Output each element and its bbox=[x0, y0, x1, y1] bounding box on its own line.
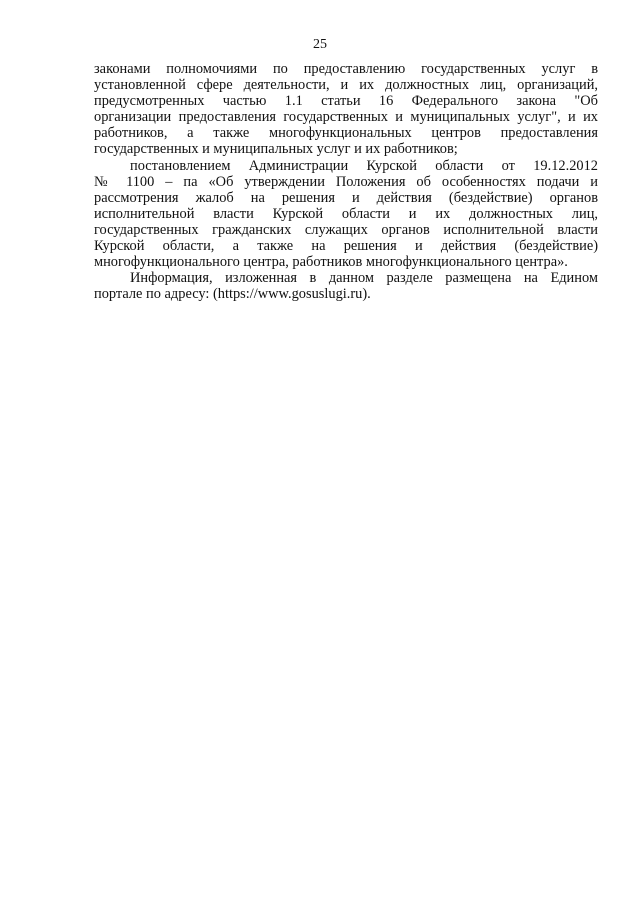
text-line: № 1100 – па «Об утверждении Положения об особенностях подачи и bbox=[94, 173, 598, 190]
text-line: исполнительной власти Курской области и их должностных лиц, bbox=[94, 205, 598, 222]
text-line: Курской области, а также на решения и действия (бездействие) bbox=[94, 238, 598, 255]
text-line: постановлением Администрации Курской области от 19.12.2012 bbox=[130, 157, 598, 174]
paragraph-portal-info bbox=[94, 270, 598, 302]
text-line: законами полномочиями по предоставлению государственных услуг в bbox=[94, 61, 598, 77]
paragraph-resolution bbox=[94, 158, 598, 271]
page-number: 25 bbox=[313, 37, 327, 52]
text-line: государственных и муниципальных услуг и их работников; bbox=[94, 141, 458, 158]
text-line: рассмотрения жалоб на решения и действия (бездействие) органов bbox=[94, 189, 598, 206]
text-line: работников, а также многофункциональных центров предоставления bbox=[94, 125, 598, 142]
paragraph-authorities bbox=[94, 61, 598, 158]
text-line: Информация, изложенная в данном разделе размещена на Едином bbox=[130, 270, 598, 287]
text-line: портале по адресу: (https://www.gosuslugi.ru). bbox=[94, 286, 371, 303]
text-line: установленной сфере деятельности, и их должностных лиц, организаций, bbox=[94, 77, 598, 94]
document-body bbox=[94, 61, 598, 302]
text-line: многофункционального центра, работников многофункционального центра». bbox=[94, 254, 568, 271]
text-line: предусмотренных частью 1.1 статьи 16 Федерального закона "Об bbox=[94, 93, 598, 110]
text-line: организации предоставления государственных и муниципальных услуг", и их bbox=[94, 109, 598, 126]
text-line: государственных гражданских служащих органов исполнительной власти bbox=[94, 221, 598, 238]
